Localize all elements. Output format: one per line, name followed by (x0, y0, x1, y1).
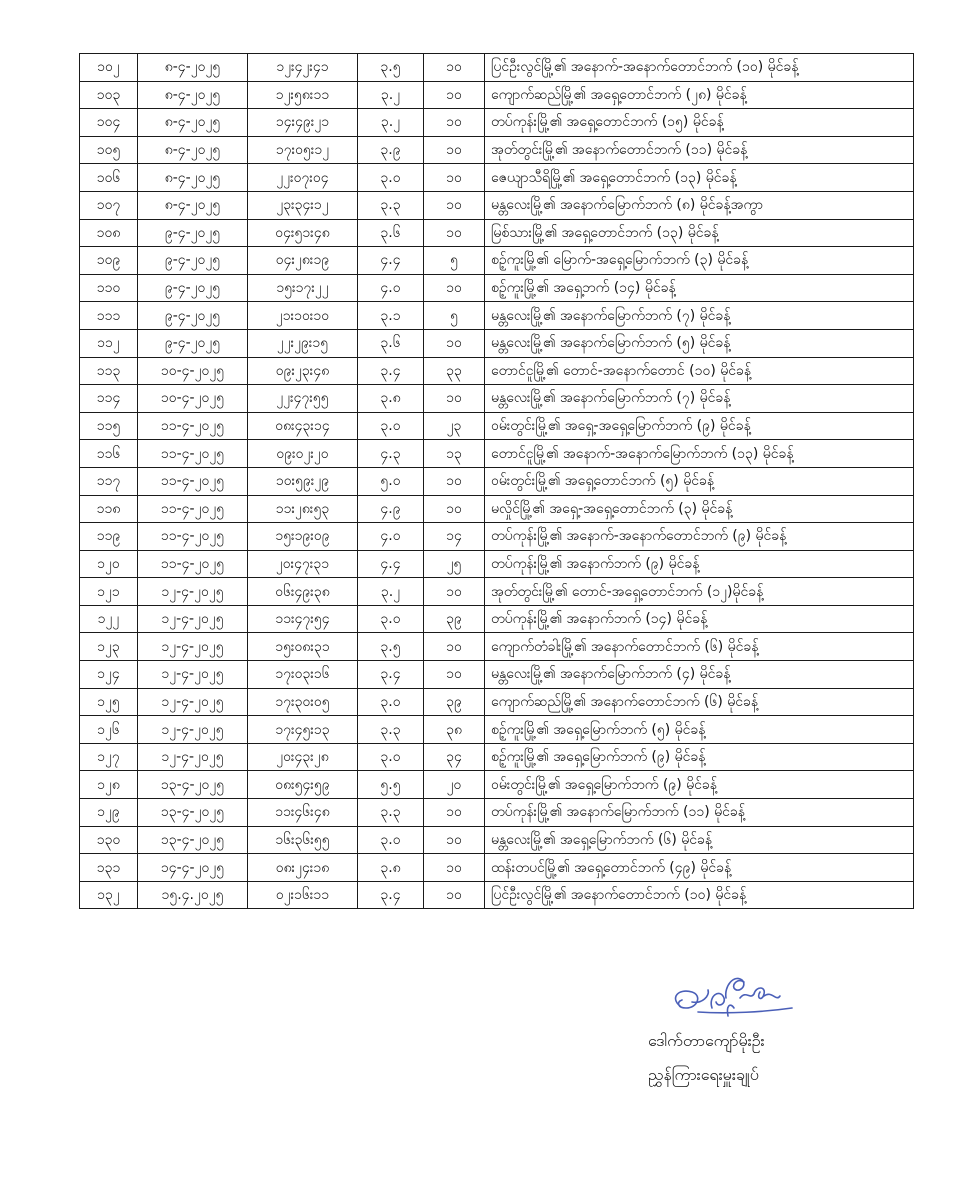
cell-number: ၁၁၈ (80, 495, 138, 523)
cell-magnitude: ၃.၂ (358, 578, 424, 606)
table-row (80, 247, 914, 275)
table-row (80, 881, 914, 909)
cell-number: ၁၀၃ (80, 81, 138, 109)
cell-depth: ၁၄ (424, 523, 485, 551)
cell-number: ၁၃၂ (80, 881, 138, 909)
cell-date: ၁၄-၄-၂၀၂၅ (138, 854, 248, 882)
cell-time: ၁၇း၄၅း၁၃ (248, 716, 358, 744)
table-row (80, 633, 914, 661)
cell-depth: ၁၀ (424, 219, 485, 247)
table-row (80, 440, 914, 468)
cell-magnitude: ၃.၄ (358, 661, 424, 689)
cell-magnitude: ၅.၀ (358, 467, 424, 495)
cell-depth: ၁၀ (424, 661, 485, 689)
table-row (80, 523, 914, 551)
cell-depth: ၃၉ (424, 688, 485, 716)
cell-number: ၁၂၂ (80, 605, 138, 633)
cell-date: ၈-၄-၂၀၂၅ (138, 81, 248, 109)
cell-magnitude: ၃.၈ (358, 854, 424, 882)
cell-number: ၁၀၈ (80, 219, 138, 247)
cell-magnitude: ၃.၃ (358, 716, 424, 744)
cell-location: မန္တလေးမြို့၏ အနောက်မြောက်ဘက် (၇) မိုင်ခန့် (485, 385, 914, 413)
cell-depth: ၂၀ (424, 771, 485, 799)
cell-time: ၂၃း၃၄း၁၂ (248, 191, 358, 219)
table-row (80, 385, 914, 413)
cell-depth: ၁၀ (424, 826, 485, 854)
cell-location: အုတ်တွင်းမြို့၏ အနောက်တောင်ဘက် (၁၁) မိုင်ခန့် (485, 136, 914, 164)
cell-time: ၁၁း၄၇း၅၄ (248, 605, 358, 633)
cell-time: ၀၈း၅၄း၅၉ (248, 771, 358, 799)
table-row (80, 274, 914, 302)
cell-date: ၁၂-၄-၂၀၂၅ (138, 743, 248, 771)
signatory-name: ဒေါက်တာကျော်မိုးဦး (648, 1031, 765, 1050)
cell-location: ဝမ်းတွင်းမြို့၏ အရှေ့တောင်ဘက် (၅) မိုင်ခန့် (485, 467, 914, 495)
cell-time: ၁၀း၅၉း၂၉ (248, 467, 358, 495)
table-row (80, 605, 914, 633)
cell-date: ၉-၄-၂၀၂၅ (138, 274, 248, 302)
cell-date: ၈-၄-၂၀၂၅ (138, 136, 248, 164)
cell-location: တပ်ကုန်းမြို့၏ အနောက်ဘက် (၁၄) မိုင်ခန့် (485, 605, 914, 633)
cell-date: ၁၅.၄.၂၀၂၅ (138, 881, 248, 909)
cell-location: မလှိုင်မြို့၏ အရှေ့-အရှေ့တောင်ဘက် (၃) မိုင်ခန့် (485, 495, 914, 523)
cell-time: ၁၄း၄၉း၂၁ (248, 109, 358, 137)
cell-number: ၁၂၁ (80, 578, 138, 606)
cell-time: ၀၈း၂၄း၁၈ (248, 854, 358, 882)
cell-number: ၁၂၄ (80, 661, 138, 689)
cell-date: ၁၀-၄-၂၀၂၅ (138, 385, 248, 413)
cell-magnitude: ၃.၂ (358, 109, 424, 137)
cell-date: ၁၁-၄-၂၀၂၅ (138, 495, 248, 523)
cell-number: ၁၁၅ (80, 412, 138, 440)
cell-time: ၀၉း၀၂း၂၀ (248, 440, 358, 468)
cell-magnitude: ၄.၄ (358, 550, 424, 578)
cell-date: ၈-၄-၂၀၂၅ (138, 54, 248, 82)
cell-time: ၁၇း၀၅း၁၂ (248, 136, 358, 164)
table-row (80, 578, 914, 606)
cell-date: ၉-၄-၂၀၂၅ (138, 219, 248, 247)
cell-magnitude: ၃.၅ (358, 54, 424, 82)
table-row (80, 467, 914, 495)
table-row (80, 661, 914, 689)
cell-time: ၁၇း၃၀း၀၅ (248, 688, 358, 716)
cell-time: ၁၁း၄၆း၄၈ (248, 799, 358, 827)
cell-magnitude: ၄.၀ (358, 274, 424, 302)
cell-number: ၁၁၀ (80, 274, 138, 302)
table-row (80, 743, 914, 771)
signatory-title: ညွှန်ကြားရေးမှူးချုပ် (648, 1065, 759, 1084)
cell-magnitude: ၄.၄ (358, 247, 424, 275)
signature-image (668, 968, 798, 1028)
cell-depth: ၃၃ (424, 357, 485, 385)
cell-depth: ၁၀ (424, 385, 485, 413)
cell-date: ၁၂-၄-၂၀၂၅ (138, 688, 248, 716)
table-row (80, 109, 914, 137)
cell-magnitude: ၃.၀ (358, 164, 424, 192)
cell-location: ဝမ်းတွင်းမြို့၏ အရှေ့မြောက်ဘက် (၉) မိုင်ခန့် (485, 771, 914, 799)
cell-location: တပ်ကုန်းမြို့၏ အနောက်ဘက် (၉) မိုင်ခန့် (485, 550, 914, 578)
cell-number: ၁၁၆ (80, 440, 138, 468)
cell-date: ၉-၄-၂၀၂၅ (138, 329, 248, 357)
cell-number: ၁၂၇ (80, 743, 138, 771)
table-row (80, 329, 914, 357)
cell-number: ၁၀၇ (80, 191, 138, 219)
cell-magnitude: ၃.၅ (358, 633, 424, 661)
cell-time: ၂၀း၄၇း၃၁ (248, 550, 358, 578)
table-row (80, 799, 914, 827)
cell-depth: ၂၅ (424, 550, 485, 578)
cell-date: ၈-၄-၂၀၂၅ (138, 164, 248, 192)
cell-number: ၁၁၇ (80, 467, 138, 495)
cell-date: ၁၂-၄-၂၀၂၅ (138, 716, 248, 744)
cell-depth: ၁၀ (424, 191, 485, 219)
cell-date: ၁၃-၄-၂၀၂၅ (138, 771, 248, 799)
cell-depth: ၁၃ (424, 440, 485, 468)
cell-number: ၁၁၁ (80, 302, 138, 330)
cell-date: ၁၀-၄-၂၀၂၅ (138, 357, 248, 385)
table-row (80, 54, 914, 82)
cell-time: ၁၅း၁၉း၀၉ (248, 523, 358, 551)
cell-time: ၂၀း၄၃း၂၈ (248, 743, 358, 771)
cell-magnitude: ၃.၂ (358, 81, 424, 109)
cell-magnitude: ၃.၆ (358, 329, 424, 357)
cell-time: ၁၂း၄၂း၄၁ (248, 54, 358, 82)
table-row (80, 302, 914, 330)
cell-time: ၀၂း၁၆း၁၁ (248, 881, 358, 909)
table-row (80, 854, 914, 882)
earthquake-table (79, 53, 914, 909)
cell-number: ၁၀၉ (80, 247, 138, 275)
cell-date: ၁၁-၄-၂၀၂၅ (138, 523, 248, 551)
cell-location: စဉ့်ကူးမြို့၏ မြောက်-အရှေ့မြောက်ဘက် (၃) မိုင်ခန့် (485, 247, 914, 275)
cell-location: ကျောက်ဆည်မြို့၏ အနောက်တောင်ဘက် (၆) မိုင်ခန့် (485, 688, 914, 716)
table-row (80, 219, 914, 247)
cell-magnitude: ၃.၄ (358, 881, 424, 909)
cell-number: ၁၁၉ (80, 523, 138, 551)
cell-date: ၁၂-၄-၂၀၂၅ (138, 661, 248, 689)
cell-depth: ၃၈ (424, 716, 485, 744)
cell-number: ၁၃၁ (80, 854, 138, 882)
cell-magnitude: ၃.၆ (358, 219, 424, 247)
cell-location: တောင်ငူမြို့၏ တောင်-အနောက်တောင် (၁၀) မိုင်ခန့် (485, 357, 914, 385)
cell-depth: ၁၀ (424, 467, 485, 495)
cell-magnitude: ၃.၉ (358, 136, 424, 164)
earthquake-table-body (80, 54, 914, 909)
cell-date: ၁၁-၄-၂၀၂၅ (138, 550, 248, 578)
cell-time: ၀၈း၄၃း၁၄ (248, 412, 358, 440)
cell-time: ၁၆း၃၆း၅၅ (248, 826, 358, 854)
cell-depth: ၁၀ (424, 881, 485, 909)
cell-depth: ၅ (424, 302, 485, 330)
table-row (80, 688, 914, 716)
cell-location: တောင်ငူမြို့၏ အနောက်-အနောက်မြောက်ဘက် (၁၃) မိုင်ခန့် (485, 440, 914, 468)
cell-number: ၁၂၈ (80, 771, 138, 799)
cell-depth: ၁၀ (424, 81, 485, 109)
cell-depth: ၁၀ (424, 495, 485, 523)
cell-location: ထန်းတပင်မြို့၏ အရှေ့တောင်ဘက် (၄၉) မိုင်ခန့် (485, 854, 914, 882)
cell-number: ၁၂၉ (80, 799, 138, 827)
cell-location: မြစ်သားမြို့၏ အရှေ့တောင်ဘက် (၁၃) မိုင်ခန့် (485, 219, 914, 247)
cell-number: ၁၂၆ (80, 716, 138, 744)
cell-location: ဝမ်းတွင်းမြို့၏ အရှေ့-အရှေ့မြောက်ဘက် (၉) မိုင်ခန့် (485, 412, 914, 440)
table-row (80, 191, 914, 219)
cell-number: ၁၂၀ (80, 550, 138, 578)
cell-location: မန္တလေးမြို့၏ အရှေ့မြောက်ဘက် (၆) မိုင်ခန့် (485, 826, 914, 854)
cell-time: ၂၂း၂၉း၁၅ (248, 329, 358, 357)
cell-location: စဉ့်ကူးမြို့၏ အရှေ့မြောက်ဘက် (၅) မိုင်ခန့် (485, 716, 914, 744)
cell-depth: ၁၀ (424, 109, 485, 137)
cell-depth: ၂၃ (424, 412, 485, 440)
cell-date: ၁၁-၄-၂၀၂၅ (138, 440, 248, 468)
cell-depth: ၁၀ (424, 54, 485, 82)
cell-location: ပြင်ဦးလွင်မြို့၏ အနောက်တောင်ဘက် (၁၀) မိုင်ခန့် (485, 881, 914, 909)
cell-depth: ၃၄ (424, 743, 485, 771)
cell-magnitude: ၄.၃ (358, 440, 424, 468)
cell-depth: ၁၀ (424, 578, 485, 606)
cell-number: ၁၀၄ (80, 109, 138, 137)
cell-location: မန္တလေးမြို့၏ အနောက်မြောက်ဘက် (၇) မိုင်ခန့် (485, 302, 914, 330)
cell-magnitude: ၃.၀ (358, 743, 424, 771)
cell-number: ၁၁၄ (80, 385, 138, 413)
cell-magnitude: ၃.၃ (358, 799, 424, 827)
cell-number: ၁၀၂ (80, 54, 138, 82)
cell-date: ၁၂-၄-၂၀၂၅ (138, 633, 248, 661)
table-row (80, 81, 914, 109)
cell-time: ၂၂း၀၇း၀၄ (248, 164, 358, 192)
cell-location: မန္တလေးမြို့၏ အနောက်မြောက်ဘက် (၅) မိုင်ခန့် (485, 329, 914, 357)
cell-date: ၉-၄-၂၀၂၅ (138, 247, 248, 275)
cell-time: ၁၅း၀၈း၃၁ (248, 633, 358, 661)
cell-magnitude: ၃.၀ (358, 412, 424, 440)
cell-depth: ၃၉ (424, 605, 485, 633)
cell-magnitude: ၃.၀ (358, 688, 424, 716)
cell-magnitude: ၃.၃ (358, 191, 424, 219)
cell-time: ၁၁း၂၈း၅၃ (248, 495, 358, 523)
cell-depth: ၁၀ (424, 633, 485, 661)
cell-location: ကျောက်တံခါးမြို့၏ အနောက်တောင်ဘက် (၆) မိုင်ခန့် (485, 633, 914, 661)
cell-date: ၁၃-၄-၂၀၂၅ (138, 799, 248, 827)
cell-location: ပြင်ဦးလွင်မြို့၏ အနောက်-အနောက်တောင်ဘက် (၁၀) မိုင်ခန့် (485, 54, 914, 82)
cell-location: တပ်ကုန်းမြို့၏ အနောက်မြောက်ဘက် (၁၁) မိုင်ခန့် (485, 799, 914, 827)
cell-number: ၁၂၅ (80, 688, 138, 716)
cell-location: ဇေယျာသီရိမြို့၏ အရှေ့တောင်ဘက် (၁၃) မိုင်ခန့် (485, 164, 914, 192)
cell-number: ၁၁၃ (80, 357, 138, 385)
cell-number: ၁၀၆ (80, 164, 138, 192)
cell-number: ၁၀၅ (80, 136, 138, 164)
cell-time: ၂၂း၄၇း၅၅ (248, 385, 358, 413)
table-row (80, 826, 914, 854)
cell-time: ၁၇း၀၃း၁၆ (248, 661, 358, 689)
cell-time: ၀၆း၄၉း၃၈ (248, 578, 358, 606)
cell-date: ၁၂-၄-၂၀၂၅ (138, 578, 248, 606)
table-row (80, 357, 914, 385)
cell-time: ၁၂း၅၈း၁၁ (248, 81, 358, 109)
table-row (80, 136, 914, 164)
cell-date: ၁၂-၄-၂၀၂၅ (138, 605, 248, 633)
cell-date: ၉-၄-၂၀၂၅ (138, 302, 248, 330)
cell-depth: ၁၀ (424, 164, 485, 192)
cell-location: တပ်ကုန်းမြို့၏ အနောက်-အနောက်တောင်ဘက် (၉) မိုင်ခန့် (485, 523, 914, 551)
cell-location: မန္တလေးမြို့၏ အနောက်မြောက်ဘက် (၄) မိုင်ခန့် (485, 661, 914, 689)
cell-magnitude: ၃.၈ (358, 385, 424, 413)
cell-magnitude: ၃.၄ (358, 357, 424, 385)
table-row (80, 771, 914, 799)
cell-location: တပ်ကုန်းမြို့၏ အရှေ့တောင်ဘက် (၁၅) မိုင်ခန့် (485, 109, 914, 137)
cell-time: ၀၄း၂၈း၁၉ (248, 247, 358, 275)
cell-location: စဉ့်ကူးမြို့၏ အရှေ့မြောက်ဘက် (၉) မိုင်ခန့် (485, 743, 914, 771)
cell-location: ကျောက်ဆည်မြို့၏ အရှေ့တောင်ဘက် (၂၈) မိုင်ခန့် (485, 81, 914, 109)
cell-number: ၁၃၀ (80, 826, 138, 854)
cell-number: ၁၁၂ (80, 329, 138, 357)
cell-date: ၁၁-၄-၂၀၂၅ (138, 412, 248, 440)
table-row (80, 412, 914, 440)
cell-number: ၁၂၃ (80, 633, 138, 661)
cell-depth: ၁၀ (424, 799, 485, 827)
table-row (80, 716, 914, 744)
cell-time: ၀၄း၅၁း၄၈ (248, 219, 358, 247)
table-row (80, 164, 914, 192)
cell-date: ၈-၄-၂၀၂၅ (138, 191, 248, 219)
cell-magnitude: ၃.၀ (358, 826, 424, 854)
cell-date: ၈-၄-၂၀၂၅ (138, 109, 248, 137)
cell-location: မန္တလေးမြို့၏ အနောက်မြောက်ဘက် (၈) မိုင်ခန့်အကွာ (485, 191, 914, 219)
cell-depth: ၁၀ (424, 329, 485, 357)
cell-depth: ၁၀ (424, 136, 485, 164)
cell-magnitude: ၄.၉ (358, 495, 424, 523)
cell-date: ၁၁-၄-၂၀၂၅ (138, 467, 248, 495)
cell-depth: ၅ (424, 247, 485, 275)
table-row (80, 550, 914, 578)
cell-magnitude: ၃.၀ (358, 605, 424, 633)
table-row (80, 495, 914, 523)
cell-depth: ၁၀ (424, 854, 485, 882)
cell-magnitude: ၃.၁ (358, 302, 424, 330)
cell-time: ၂၁း၁၀း၁၀ (248, 302, 358, 330)
cell-location: အုတ်တွင်းမြို့၏ တောင်-အရှေ့တောင်ဘက် (၁၂)မိုင်ခန့် (485, 578, 914, 606)
cell-date: ၁၃-၄-၂၀၂၅ (138, 826, 248, 854)
cell-location: စဉ့်ကူးမြို့၏ အရှေ့ဘက် (၁၄) မိုင်ခန့် (485, 274, 914, 302)
cell-depth: ၁၀ (424, 274, 485, 302)
cell-time: ၀၉း၂၃း၄၈ (248, 357, 358, 385)
cell-magnitude: ၅.၅ (358, 771, 424, 799)
cell-magnitude: ၄.၀ (358, 523, 424, 551)
cell-time: ၁၅း၁၇း၂၂ (248, 274, 358, 302)
